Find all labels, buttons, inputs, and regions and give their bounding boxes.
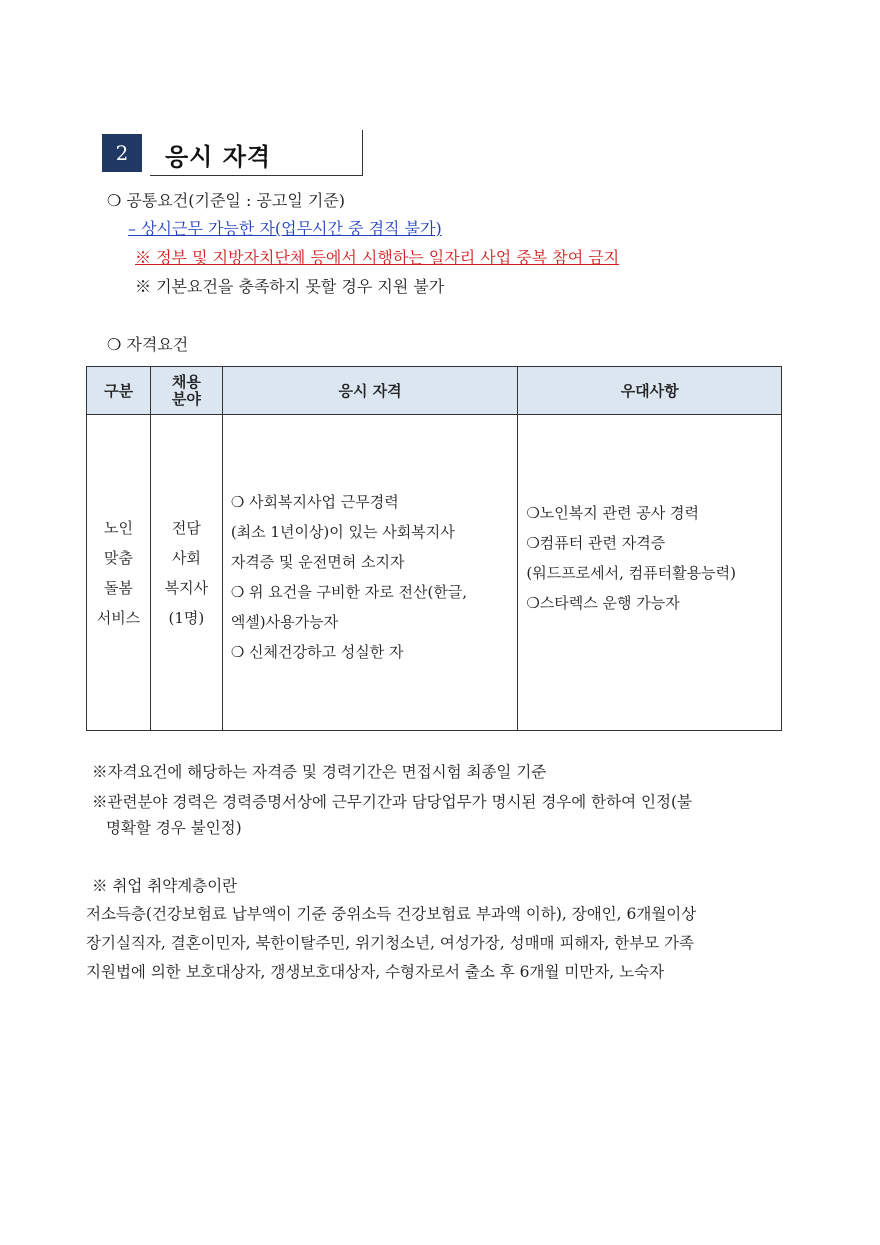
common-item-no-duplicate: ※ 정부 및 지방자치단체 등에서 시행하는 일자리 사업 중복 참여 금지 — [135, 248, 620, 267]
field-line: (1명) — [168, 608, 205, 627]
qualification-line: ❍ 위 요건을 구비한 자로 전산(한글, — [230, 582, 468, 601]
field-line: 전담 — [171, 518, 201, 537]
header-category: 구분 — [87, 367, 151, 415]
qualification-line: ❍ 신체건강하고 성실한 자 — [230, 642, 404, 661]
field-line: 복지사 — [164, 578, 209, 597]
section-divider-horizontal — [150, 175, 363, 176]
qualification-line: (최소 1년이상)이 있는 사회복지사 — [230, 522, 455, 541]
category-line: 맞춤 — [103, 548, 133, 567]
vulnerable-line: 지원법에 의한 보호대상자, 갱생보호대상자, 수형자로서 출소 후 6개월 미만자, 노숙자 — [86, 963, 665, 981]
qualification-line: ❍ 사회복지사업 근무경력 — [230, 492, 399, 511]
note-qualification-date: ※자격요건에 해당하는 자격증 및 경력기간은 면접시험 최종일 기준 — [92, 763, 547, 781]
note-experience-recognition-cont: 명확할 경우 불인정) — [106, 819, 242, 837]
section-number: 2 — [115, 141, 129, 165]
preference-line: ❍노인복지 관련 공사 경력 — [526, 503, 700, 522]
qualification-line: 자격증 및 운전면허 소지자 — [230, 552, 405, 571]
common-requirements-heading: ❍ 공통요건(기준일 : 공고일 기준) — [107, 191, 346, 210]
preference-line: ❍스타렉스 운행 가능자 — [526, 593, 680, 612]
section-divider-vertical — [362, 130, 363, 176]
preference-line: (워드프로세서, 컴퓨터활용능력) — [526, 563, 736, 582]
qualification-table — [86, 366, 782, 731]
cell-field — [150, 415, 222, 731]
note-experience-recognition: ※관련분야 경력은 경력증명서상에 근무기간과 담당업무가 명시된 경우에 한하여 인정(불 — [92, 793, 692, 811]
category-line: 돌봄 — [103, 578, 133, 597]
qualification-heading: ❍ 자격요건 — [107, 335, 189, 354]
cell-preferences — [518, 415, 782, 731]
cell-category — [87, 415, 151, 731]
common-item-fulltime: – 상시근무 가능한 자(업무시간 중 겸직 불가) — [128, 219, 442, 238]
common-item-basic-requirement: ※ 기본요건을 충족하지 못할 경우 지원 불가 — [135, 277, 445, 296]
preference-line: ❍컴퓨터 관련 자격증 — [526, 533, 666, 552]
header-qualifications: 응시 자격 — [222, 367, 518, 415]
category-line: 서비스 — [96, 608, 141, 627]
table-row — [87, 415, 782, 731]
header-field — [150, 367, 222, 415]
header-field-label: 채용 분야 — [171, 372, 201, 408]
vulnerable-line: 저소득층(건강보험료 납부액이 기준 중위소득 건강보험료 부과액 이하), 장애인, 6개월이상 — [86, 905, 697, 923]
category-line: 노인 — [103, 518, 133, 537]
qualification-line: 엑셀)사용가능자 — [230, 612, 339, 631]
cell-qualifications — [222, 415, 518, 731]
table-header-row — [87, 367, 782, 415]
section-number-badge — [102, 134, 142, 172]
vulnerable-heading: ※ 취업 취약계층이란 — [92, 877, 238, 895]
header-preferences: 우대사항 — [518, 367, 782, 415]
field-line: 사회 — [171, 548, 201, 567]
vulnerable-line: 장기실직자, 결혼이민자, 북한이탈주민, 위기청소년, 여성가장, 성매매 피해자, 한부모 가족 — [86, 934, 695, 952]
section-title: 응시 자격 — [165, 143, 272, 171]
